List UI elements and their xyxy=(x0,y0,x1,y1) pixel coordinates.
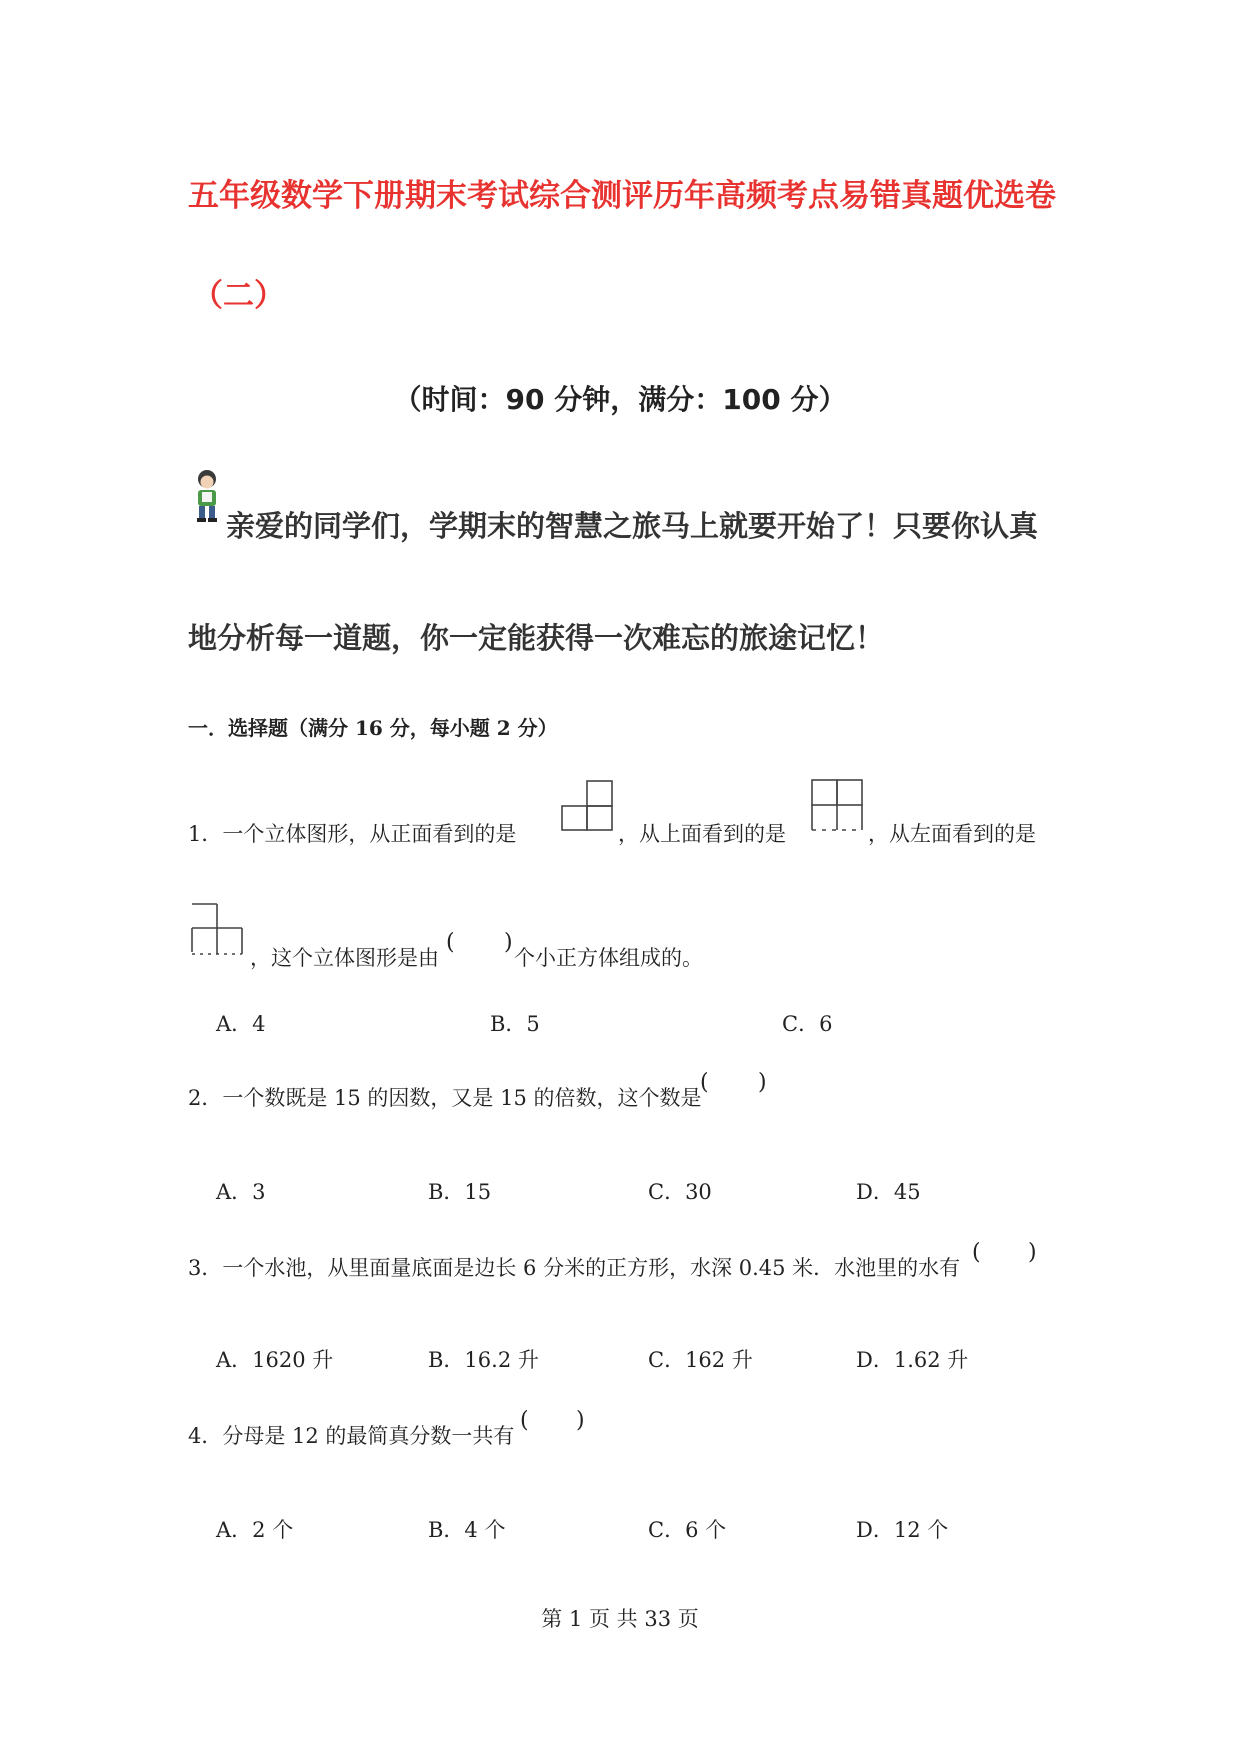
question-1-part2: ，从上面看到的是 xyxy=(618,822,786,846)
question-2-text: 2．一个数既是 15 的因数，又是 15 的倍数，这个数是 xyxy=(188,1086,702,1110)
question-4-text: 4．分母是 12 的最简真分数一共有 xyxy=(188,1424,515,1448)
section-heading-choice: 一．选择题（满分 16 分，每小题 2 分） xyxy=(188,716,558,740)
answer-paren-close: ) xyxy=(1028,1240,1037,1265)
page-footer: 第 1 页 共 33 页 xyxy=(541,1607,699,1631)
answer-paren-close: ) xyxy=(504,930,513,955)
q1-option-a[interactable]: A．4 xyxy=(216,1012,266,1036)
q2-option-a[interactable]: A．3 xyxy=(216,1180,266,1204)
answer-paren-open: ( xyxy=(446,930,455,955)
q4-option-d[interactable]: D．12 个 xyxy=(856,1518,949,1542)
q3-option-d[interactable]: D．1.62 升 xyxy=(856,1348,969,1372)
question-1-part5: 个小正方体组成的。 xyxy=(514,946,703,970)
q3-option-b[interactable]: B．16.2 升 xyxy=(428,1348,539,1372)
q4-option-b[interactable]: B．4 个 xyxy=(428,1518,506,1542)
left-view-figure xyxy=(190,902,246,956)
question-1-part4: ，这个立体图形是由 xyxy=(250,946,439,970)
question-1-part3: ，从左面看到的是 xyxy=(868,822,1036,846)
answer-paren-open: ( xyxy=(520,1408,529,1433)
student-mascot-icon xyxy=(190,468,224,524)
q2-option-d[interactable]: D．45 xyxy=(856,1180,921,1204)
question-3-text: 3．一个水池，从里面量底面是边长 6 分米的正方形，水深 0.45 米．水池里的水有 xyxy=(188,1256,961,1280)
q1-option-b[interactable]: B．5 xyxy=(490,1012,540,1036)
document-subtitle: （二） xyxy=(192,278,285,314)
q4-option-c[interactable]: C．6 个 xyxy=(648,1518,727,1542)
q2-option-c[interactable]: C．30 xyxy=(648,1180,712,1204)
q3-option-a[interactable]: A．1620 升 xyxy=(216,1348,334,1372)
front-view-figure xyxy=(560,780,614,832)
answer-paren-close: ) xyxy=(576,1408,585,1433)
q2-option-b[interactable]: B．15 xyxy=(428,1180,492,1204)
time-info: （时间：90 分钟，满分：100 分） xyxy=(393,383,847,416)
top-view-figure xyxy=(810,778,866,834)
document-title: 五年级数学下册期末考试综合测评历年高频考点易错真题优选卷 xyxy=(188,178,1056,214)
answer-paren-open: ( xyxy=(972,1240,981,1265)
intro-line-2: 地分析每一道题，你一定能获得一次难忘的旅途记忆！ xyxy=(188,621,885,655)
question-1-part1: 1．一个立体图形，从正面看到的是 xyxy=(188,822,517,846)
answer-paren-open: ( xyxy=(700,1070,709,1095)
q3-option-c[interactable]: C．162 升 xyxy=(648,1348,753,1372)
answer-paren-close: ) xyxy=(758,1070,767,1095)
q1-option-c[interactable]: C．6 xyxy=(782,1012,833,1036)
intro-line-1: 亲爱的同学们，学期末的智慧之旅马上就要开始了！只要你认真 xyxy=(226,509,1039,543)
q4-option-a[interactable]: A．2 个 xyxy=(216,1518,294,1542)
